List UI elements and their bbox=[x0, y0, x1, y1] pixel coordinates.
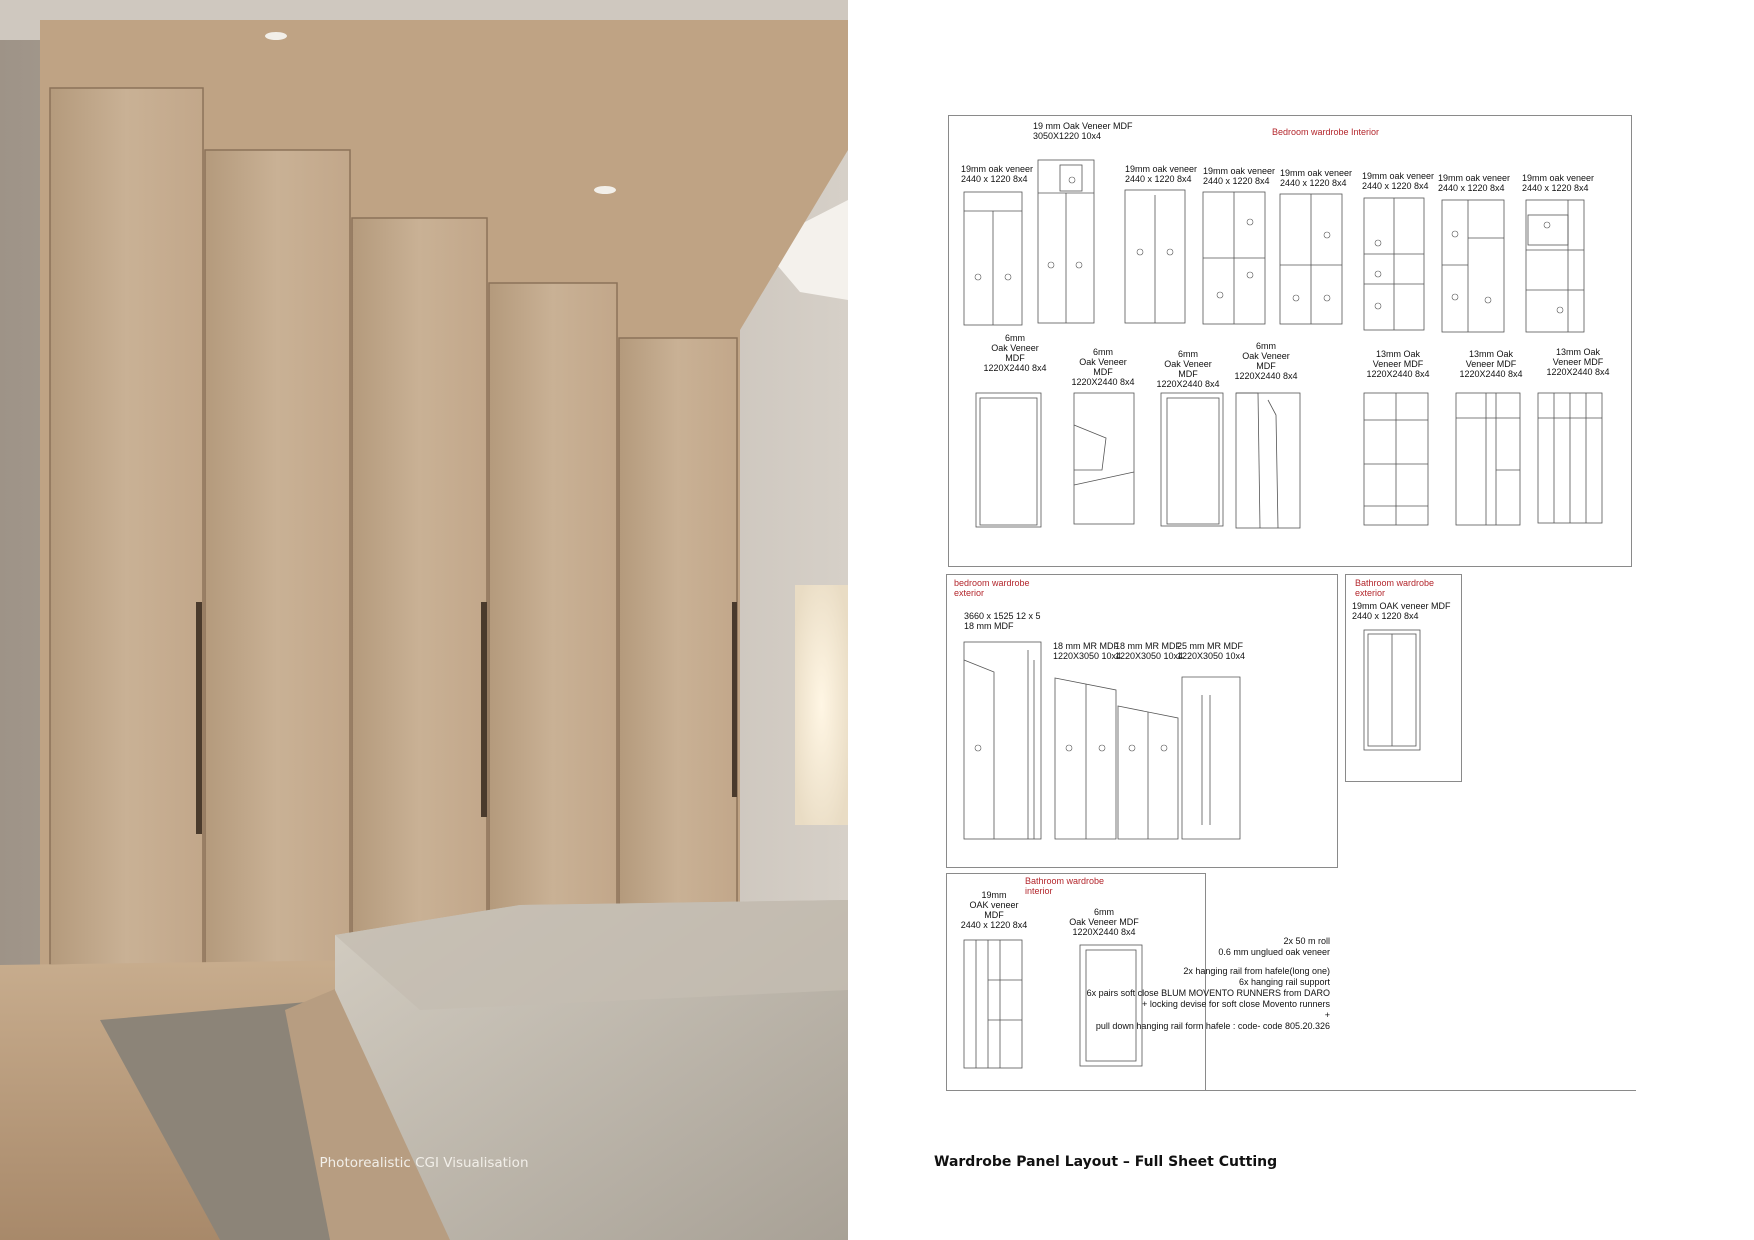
panel-drawing bbox=[1038, 160, 1094, 323]
panel-label: 19mm OAK veneer MDF 2440 x 1220 8x4 bbox=[1352, 601, 1451, 621]
panel-drawing bbox=[1280, 194, 1342, 324]
bathroom-interior-title: Bathroom wardrobe interior bbox=[1025, 876, 1105, 896]
wardrobe-render-image bbox=[0, 0, 848, 1240]
note-line: 0.6 mm unglued oak veneer bbox=[1218, 947, 1330, 957]
panel-label: 6mm Oak Veneer MDF 1220X2440 8x4 bbox=[1234, 341, 1298, 381]
bedroom-exterior-title: bedroom wardrobe exterior bbox=[954, 578, 1030, 598]
panel-drawing bbox=[1236, 393, 1300, 528]
note-line: 6x hanging rail support bbox=[1238, 977, 1330, 987]
panel-drawing bbox=[1538, 393, 1602, 523]
panel-drawing bbox=[1364, 198, 1424, 330]
panel-label: 19mm OAK veneer MDF 2440 x 1220 8x4 bbox=[960, 890, 1028, 930]
panel-label: 18 mm MR MDF 1220X3050 10x4 bbox=[1053, 641, 1122, 661]
panel-drawing bbox=[1125, 190, 1185, 323]
panel-drawing bbox=[1074, 393, 1134, 524]
sheet-caption: Wardrobe Panel Layout – Full Sheet Cutting bbox=[934, 1154, 1278, 1170]
panel-label: 25 mm MR MDF 1220X3050 10x4 bbox=[1177, 641, 1246, 661]
panel-drawing bbox=[964, 642, 1041, 839]
panel-drawing bbox=[1364, 630, 1420, 750]
panel-label: 6mm Oak Veneer MDF 1220X2440 8x4 bbox=[1156, 349, 1220, 389]
note-line: 6x pairs soft close BLUM MOVENTO RUNNERS from DARO bbox=[1086, 988, 1330, 998]
note-line: + bbox=[1324, 1010, 1330, 1020]
panel-label: 6mm Oak Veneer MDF 1220X2440 8x4 bbox=[1069, 907, 1139, 937]
panel-label: 3660 x 1525 12 x 5 18 mm MDF bbox=[964, 611, 1041, 631]
panel-label: 19mm oak veneer 2440 x 1220 8x4 bbox=[1125, 164, 1198, 184]
panel-label: 13mm Oak Veneer MDF 1220X2440 8x4 bbox=[1459, 349, 1523, 379]
panel-label: 13mm Oak Veneer MDF 1220X2440 8x4 bbox=[1546, 347, 1610, 377]
panel-drawing bbox=[1442, 200, 1504, 332]
note-line: 2x 50 m roll bbox=[1283, 936, 1330, 946]
panel-label: 19mm oak veneer 2440 x 1220 8x4 bbox=[1438, 173, 1511, 193]
panel-drawing bbox=[964, 940, 1022, 1068]
panel-drawing bbox=[1118, 706, 1178, 839]
bedroom-interior-title: Bedroom wardrobe Interior bbox=[1272, 127, 1380, 137]
panel-drawing bbox=[964, 192, 1022, 325]
panel-drawing bbox=[1203, 192, 1265, 324]
panel-label: 19mm oak veneer 2440 x 1220 8x4 bbox=[1522, 173, 1595, 193]
panel-label: 19mm oak veneer 2440 x 1220 8x4 bbox=[1362, 171, 1435, 191]
panel-drawing bbox=[976, 393, 1041, 527]
panel-label: 6mm Oak Veneer MDF 1220X2440 8x4 bbox=[1071, 347, 1135, 387]
panel-label: 19mm oak veneer 2440 x 1220 8x4 bbox=[961, 164, 1034, 184]
panel-drawing bbox=[1526, 200, 1584, 332]
panel-label: 19mm oak veneer 2440 x 1220 8x4 bbox=[1203, 166, 1276, 186]
panel-label: 6mm Oak Veneer MDF 1220X2440 8x4 bbox=[983, 333, 1047, 373]
panel-drawing bbox=[1161, 393, 1223, 526]
bathroom-exterior-title: Bathroom wardrobe exterior bbox=[1355, 578, 1435, 598]
photo-caption: Photorealistic CGI Visualisation bbox=[319, 1155, 529, 1171]
panel-drawing bbox=[1364, 393, 1428, 525]
panel-drawing bbox=[1080, 945, 1142, 1066]
panel-label: 18 mm MR MDF 1220X3050 10x4 bbox=[1115, 641, 1184, 661]
note-line: + locking devise for soft close Movento runners bbox=[1142, 999, 1330, 1009]
panel-label: 19 mm Oak Veneer MDF 3050X1220 10x4 bbox=[1033, 121, 1133, 141]
panel-drawings bbox=[848, 0, 1754, 1240]
note-line: 2x hanging rail from hafele(long one) bbox=[1183, 966, 1330, 976]
panel-label: 19mm oak veneer 2440 x 1220 8x4 bbox=[1280, 168, 1353, 188]
note-line: pull down hanging rail form hafele : code- code 805.20.326 bbox=[1095, 1021, 1330, 1031]
panel-drawing bbox=[1182, 677, 1240, 839]
panel-drawing bbox=[1055, 678, 1116, 839]
cutting-sheet bbox=[848, 0, 1754, 1240]
panel-drawing bbox=[1456, 393, 1520, 525]
panel-label: 13mm Oak Veneer MDF 1220X2440 8x4 bbox=[1366, 349, 1430, 379]
